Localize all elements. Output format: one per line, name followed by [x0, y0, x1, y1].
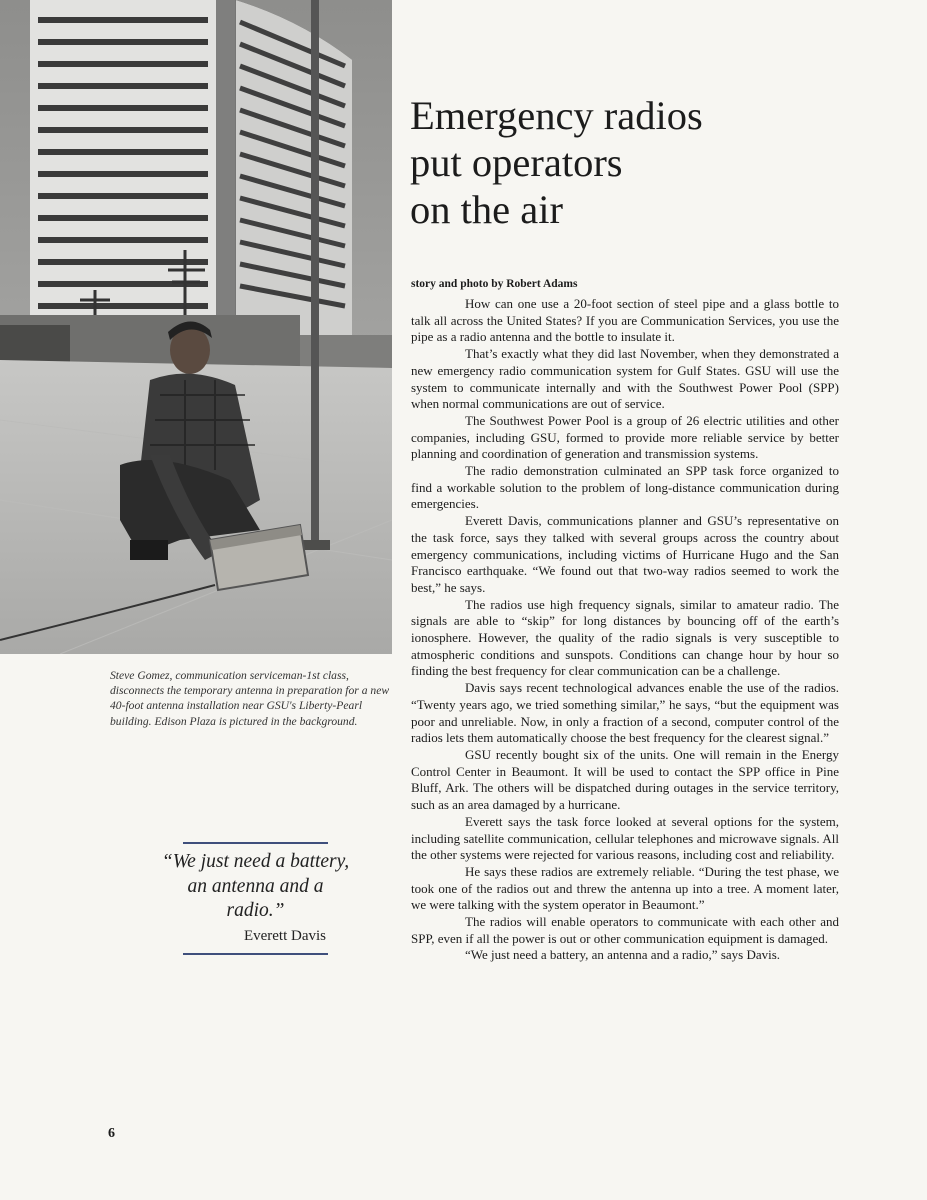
headline — [410, 92, 880, 233]
antenna-pipe — [311, 0, 319, 545]
article-paragraph: He says these radios are extremely reliable. “During the test phase, we took one of the radios out and threw the antenna up into a tree. A moment later, we were talking with the system operator in Beaumont.” — [411, 863, 839, 913]
article-paragraph: The radio demonstration culminated an SPP task force organized to find a workable solution to the problem of long-distance communication during emergencies. — [411, 463, 839, 512]
article-paragraph: How can one use a 20-foot section of steel pipe and a glass bottle to talk all across the United States? If you are Communication Services, you use the pipe as a radio antenna and the bottle to insulate it. — [411, 296, 839, 345]
article-photo — [0, 0, 392, 654]
article-paragraph: The Southwest Power Pool is a group of 26 electric utilities and other companies, including GSU, formed to provide more reliable service by better planning and coordination of generation and transmission systems. — [411, 412, 839, 462]
article-paragraph: The radios will enable operators to communicate with each other and SPP, even if all the power is out or other communication equipment is damaged. — [411, 914, 839, 946]
article-paragraph: Davis says recent technological advances enable the use of the radios. “Twenty years ago, we tried something similar,” he says, “but the equipment was poor and unreliable. Now, in only a fraction of a second, computer control of the radios lets them automatically choose the best frequency for the clearest signal.” — [411, 680, 839, 746]
pull-quote-text: “We just need a battery, an antenna and a radio.” — [161, 851, 350, 921]
headline-line-2: put operators — [410, 140, 623, 185]
caption-text: Steve Gomez, communication serviceman-1st class, disconnects the temporary antenna in preparation for a new 40-foot antenna installation near GSU's Liberty-Pearl building. Edison Plaza is pictured in the background. — [110, 669, 390, 728]
edison-plaza-building — [30, 0, 352, 335]
article-body — [411, 296, 839, 964]
article-paragraph: GSU recently bought six of the units. One will remain in the Energy Control Center in Beaumont. It will be used to contact the SPP office in Pine Bluff, Ark. The others will be dispatched during outages in the service territory, such as an area damaged by a hurricane. — [411, 746, 839, 813]
article-paragraph: The radios use high frequency signals, similar to amateur radio. The signals are able to “skip” for long distances by bouncing off of the earth’s ionosphere. However, the quality of the radio signals is very susceptible to atmospheric conditions and sunspots. Conditions can change hour by hour so finding the best frequency for clear communication can be a challenge. — [411, 596, 839, 679]
pull-quote-attribution: Everett Davis — [243, 927, 326, 944]
headline-line-3: on the air — [410, 187, 563, 232]
pull-quote — [161, 842, 350, 955]
pull-quote-top-rule — [183, 842, 328, 844]
page-number: 6 — [108, 1126, 115, 1141]
headline-line-1: Emergency radios — [410, 93, 703, 138]
photo-caption — [110, 668, 395, 729]
pull-quote-bottom-rule — [183, 953, 328, 955]
article-paragraph: Everett Davis, communications planner and GSU’s representative on the task force, says they talked with several groups across the country about emergency communications, including victims of Hurricane Hugo and the San Francisco earthquake. “We found out that two-way radios seemed to work the best,” he says. — [411, 513, 839, 595]
article-paragraph: “We just need a battery, an antenna and a radio,” says Davis. — [465, 947, 781, 963]
article-paragraph: Everett says the task force looked at several options for the system, including satellite communication, cellular telephones and microwave signals. All the other systems were rejected for various reasons, including cost and reliability. — [411, 813, 839, 863]
byline: story and photo by Robert Adams — [411, 278, 578, 290]
article-paragraph: That’s exactly what they did last November, when they demonstrated a new emergency radio communication system for Gulf States. GSU will use the system to communicate internally and with the Southwest Power Pool (SPP) when normal communications are out of service. — [411, 346, 839, 412]
